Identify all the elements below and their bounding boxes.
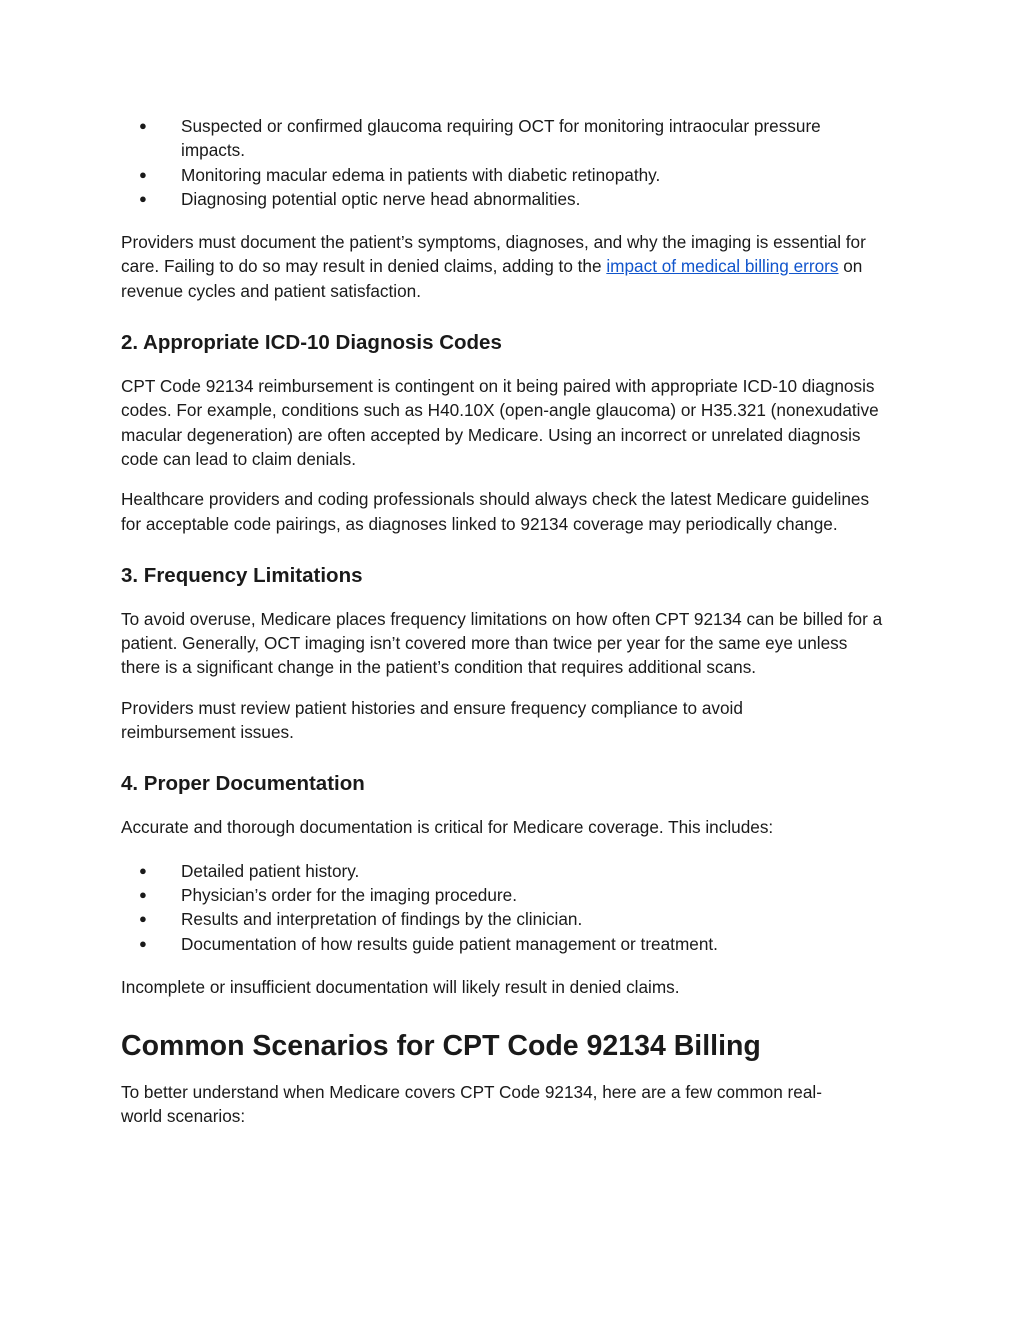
bullet-icon: ● — [139, 911, 147, 927]
providers-text-end: on revenue cycles and patient satisfaction. — [121, 256, 863, 301]
scenarios-intro: To better understand when Medicare covers CPT Code 92134, here are a few common real-world scenarios: — [121, 1082, 822, 1127]
section-3-paragraph-1: To avoid overuse, Medicare places frequency limitations on how often CPT 92134 can be billed for a patient. Generally, OCT imaging isn’t covered more than twice per year for the same eye unless there is a significant change in the patient’s condition that requires additional scans. — [121, 608, 883, 678]
list-item-text: Detailed patient history. — [181, 860, 360, 881]
list-item-text: Suspected or confirmed glaucoma requiring OCT for monitoring intraocular pressure impacts. — [181, 116, 821, 161]
list-item-text: Documentation of how results guide patient management or treatment. — [181, 933, 718, 954]
list-item-text: Results and interpretation of findings by the clinician. — [181, 909, 583, 930]
section-2-paragraph-1: CPT Code 92134 reimbursement is contingent on it being paired with appropriate ICD-10 diagnosis codes. For example, conditions such as H40.10X (open-angle glaucoma) or H35.321 (nonexudative macular degeneration) are often accepted by Medicare. Using an incorrect or unrelated diagnosis code can lead to claim denials. — [121, 376, 879, 469]
section-3-heading: 3. Frequency Limitations — [121, 563, 363, 587]
list-item — [121, 187, 891, 211]
document-page — [121, 114, 891, 1129]
section-4-closing: Incomplete or insufficient documentation will likely result in denied claims. — [121, 976, 680, 997]
scenarios-heading: Common Scenarios for CPT Code 92134 Billing — [121, 1030, 761, 1063]
top-bullet-list — [121, 114, 891, 211]
bullet-icon: ● — [139, 166, 147, 182]
medical-billing-errors-link[interactable]: impact of medical billing errors — [606, 256, 839, 277]
bullet-icon: ● — [139, 935, 147, 951]
providers-paragraph — [121, 230, 891, 303]
list-item — [121, 907, 891, 931]
providers-text-start: Providers must document the patient’s symptoms, diagnoses, and why the imaging is essential for care. Failing to do so may result in denied claims, adding to the — [121, 232, 866, 277]
section-2-heading: 2. Appropriate ICD-10 Diagnosis Codes — [121, 331, 502, 355]
section-4-intro: Accurate and thorough documentation is critical for Medicare coverage. This includes: — [121, 817, 774, 838]
list-item — [121, 932, 891, 956]
section-4-heading: 4. Proper Documentation — [121, 772, 365, 796]
list-item-text: Monitoring macular edema in patients with diabetic retinopathy. — [181, 164, 661, 185]
bullet-icon: ● — [139, 118, 147, 133]
list-item — [121, 114, 891, 163]
list-item — [121, 163, 891, 187]
section-2-paragraph-2: Healthcare providers and coding professionals should always check the latest Medicare guidelines for acceptable code pairings, as diagnoses linked to 92134 coverage may periodically change. — [121, 489, 870, 534]
documentation-bullet-list — [121, 859, 891, 956]
list-item-text: Diagnosing potential optic nerve head abnormalities. — [181, 188, 581, 209]
bullet-icon: ● — [139, 886, 147, 902]
bullet-icon: ● — [139, 190, 147, 206]
bullet-icon: ● — [139, 862, 147, 878]
list-item — [121, 859, 891, 883]
list-item — [121, 883, 891, 907]
section-3-paragraph-2: Providers must review patient histories and ensure frequency compliance to avoid reimbursement issues. — [121, 697, 743, 743]
list-item-text: Physician’s order for the imaging procedure. — [181, 884, 517, 905]
